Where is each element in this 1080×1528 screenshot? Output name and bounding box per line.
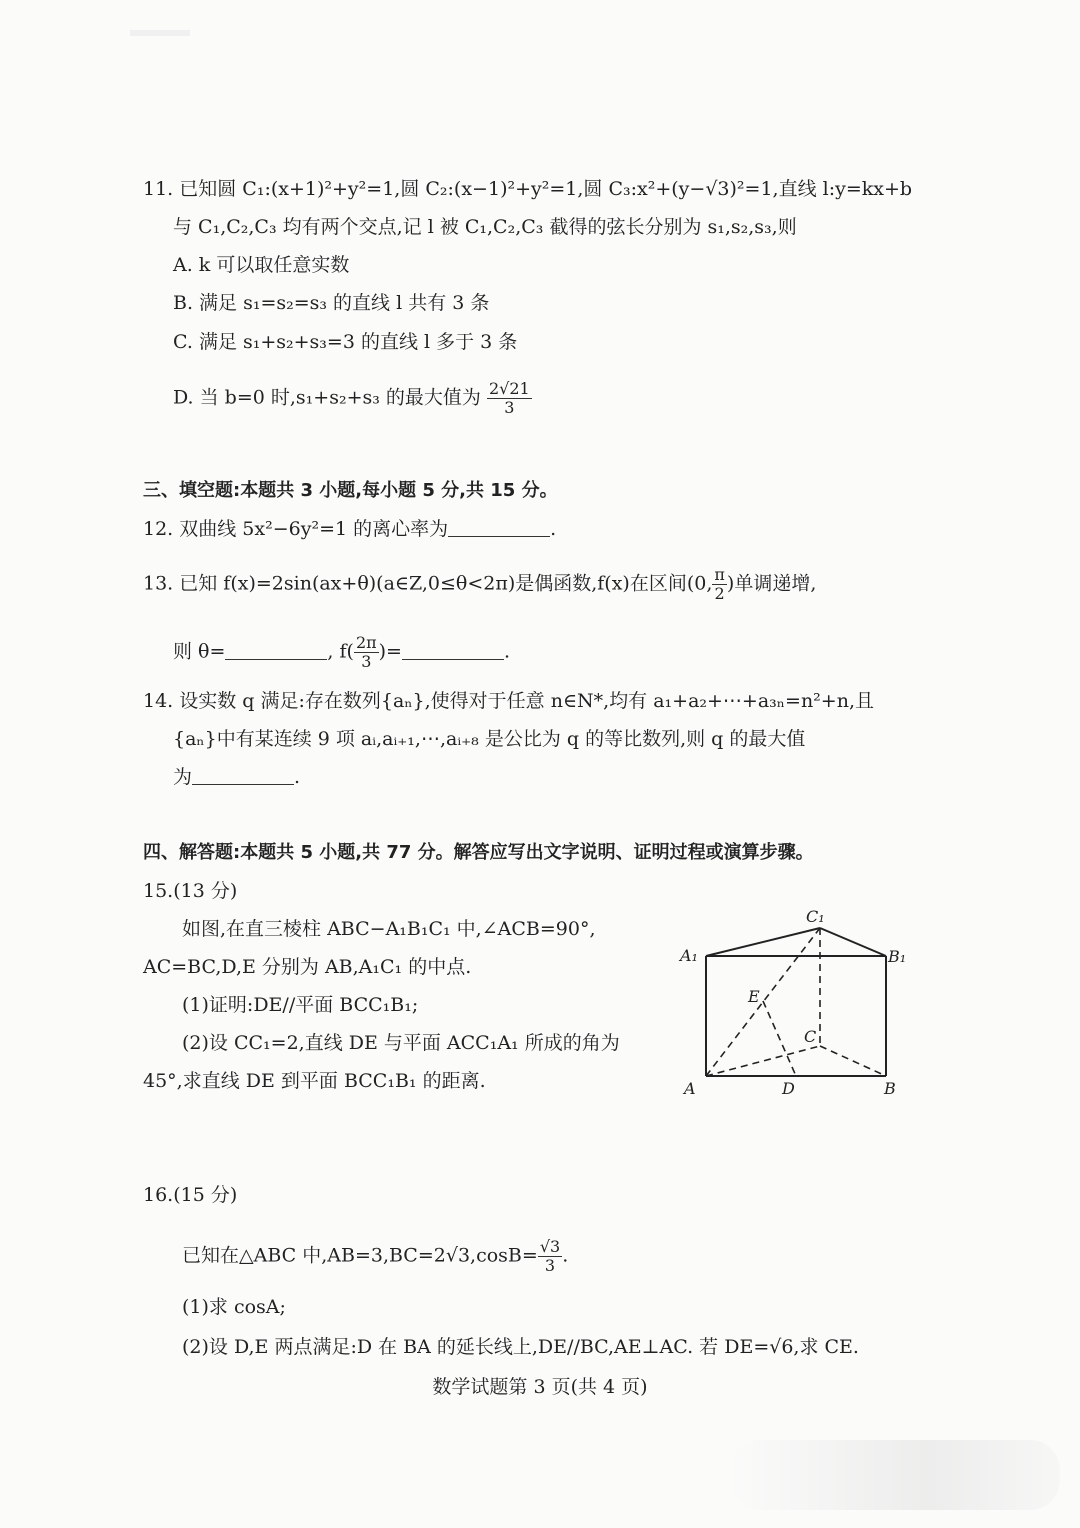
segment-de xyxy=(763,1001,796,1076)
q11-option-b: B. 满足 s₁=s₂=s₃ 的直线 l 共有 3 条 xyxy=(173,292,490,314)
label-c1: C₁ xyxy=(806,907,825,926)
q16-part2: (2)设 D,E 两点满足:D 在 BA 的延长线上,DE//BC,AE⊥AC. 若 DE=√6,求 CE. xyxy=(182,1336,859,1358)
q13-pi-fraction xyxy=(712,566,727,603)
label-b1: B₁ xyxy=(888,947,907,966)
answer-blank xyxy=(448,518,550,537)
q15-part1: (1)证明:DE//平面 BCC₁B₁; xyxy=(182,994,419,1016)
q11-line1: 11. 已知圆 C₁:(x+1)²+y²=1,圆 C₂:(x−1)²+y²=1,圆 C₃:x²+(y−√3)²=1,直线 l:y=kx+b xyxy=(143,178,913,200)
label-a1: A₁ xyxy=(680,946,698,965)
q16-part1: (1)求 cosA; xyxy=(182,1296,286,1318)
edge-a1c1 xyxy=(706,928,820,956)
q13-line2 xyxy=(173,634,510,671)
q13-line1 xyxy=(143,566,816,603)
q11-option-d-text: D. 当 b=0 时,s₁+s₂+s₃ 的最大值为 xyxy=(173,386,481,409)
section-4-heading: 四、解答题:本题共 5 小题,共 77 分。解答应写出文字说明、证明过程或演算步骤。 xyxy=(143,842,814,863)
edge-c1b1 xyxy=(820,928,886,956)
q13-theta-label: 则 θ= xyxy=(173,640,226,663)
answer-blank xyxy=(402,641,504,660)
q12-end: . xyxy=(550,518,557,540)
label-a: A xyxy=(684,1079,696,1098)
fraction-denominator: 3 xyxy=(361,652,372,671)
scan-mark xyxy=(130,30,190,36)
scan-shadow xyxy=(730,1440,1060,1510)
q16-text: 已知在△ABC 中,AB=3,BC=2√3,cosB= xyxy=(182,1244,538,1267)
q11-option-c: C. 满足 s₁+s₂+s₃=3 的直线 l 多于 3 条 xyxy=(173,331,518,353)
q13-f-close: )= xyxy=(378,640,402,663)
q15-line2: AC=BC,D,E 分别为 AB,A₁C₁ 的中点. xyxy=(143,956,472,978)
edge-cb xyxy=(820,1046,886,1076)
fraction-denominator: 2 xyxy=(714,584,725,603)
page-footer: 数学试题第 3 页(共 4 页) xyxy=(432,1376,648,1398)
q11-option-d xyxy=(173,380,532,417)
q16-cos-fraction xyxy=(538,1238,562,1275)
answer-blank xyxy=(225,641,327,660)
q14-line2: {aₙ}中有某连续 9 项 aᵢ,aᵢ₊₁,⋯,aᵢ₊₈ 是公比为 q 的等比数列,则 q 的最大值 xyxy=(173,728,806,750)
q15-head: 15.(13 分) xyxy=(143,880,238,902)
fraction-numerator: 2π xyxy=(355,633,377,652)
fraction-denominator: 3 xyxy=(544,1256,556,1275)
label-b: B xyxy=(884,1079,896,1098)
q13-end: . xyxy=(503,640,511,663)
q14-text: 为 xyxy=(173,766,193,788)
fraction-numerator: √3 xyxy=(539,1237,561,1256)
q13-f-label: , f( xyxy=(327,640,354,663)
q16-head: 16.(15 分) xyxy=(143,1184,238,1206)
q13-f-fraction xyxy=(354,634,379,671)
q14-line3 xyxy=(173,764,300,790)
q16-text-end: . xyxy=(562,1244,569,1267)
fraction-denominator: 3 xyxy=(504,398,515,417)
label-d: D xyxy=(782,1079,795,1098)
label-e: E xyxy=(748,987,760,1006)
fraction-numerator: 2√21 xyxy=(488,379,530,398)
q13-text-end: )单调递增, xyxy=(726,572,817,595)
q15-part2-cont: 45°,求直线 DE 到平面 BCC₁B₁ 的距离. xyxy=(143,1070,486,1092)
answer-blank xyxy=(192,766,294,785)
q14-end: . xyxy=(294,766,301,788)
q11-line2: 与 C₁,C₂,C₃ 均有两个交点,记 l 被 C₁,C₂,C₃ 截得的弦长分别为 s₁,s₂,s₃,则 xyxy=(173,216,797,238)
edge-ac xyxy=(706,1046,820,1076)
section-3-heading: 三、填空题:本题共 3 小题,每小题 5 分,共 15 分。 xyxy=(143,480,558,501)
q12-text: 12. 双曲线 5x²−6y²=1 的离心率为 xyxy=(143,518,449,540)
q13-text: 13. 已知 f(x)=2sin(ax+θ)(a∈Z,0≤θ<2π)是偶函数,f(x)在区间(0, xyxy=(143,572,713,595)
q16-line1 xyxy=(182,1238,568,1275)
q11-option-d-fraction xyxy=(487,380,532,417)
q14-line1: 14. 设实数 q 满足:存在数列{aₙ},使得对于任意 n∈N*,均有 a₁+a₂+⋯+a₃ₙ=n²+n,且 xyxy=(143,690,874,712)
q15-part2: (2)设 CC₁=2,直线 DE 与平面 ACC₁A₁ 所成的角为 xyxy=(182,1032,620,1054)
q12 xyxy=(143,516,556,542)
fraction-numerator: π xyxy=(714,565,725,584)
q15-line1: 如图,在直三棱柱 ABC−A₁B₁C₁ 中,∠ACB=90°, xyxy=(182,918,596,940)
label-c: C xyxy=(804,1027,817,1046)
prism-figure xyxy=(672,906,912,1106)
q11-option-a: A. k 可以取任意实数 xyxy=(173,254,350,276)
